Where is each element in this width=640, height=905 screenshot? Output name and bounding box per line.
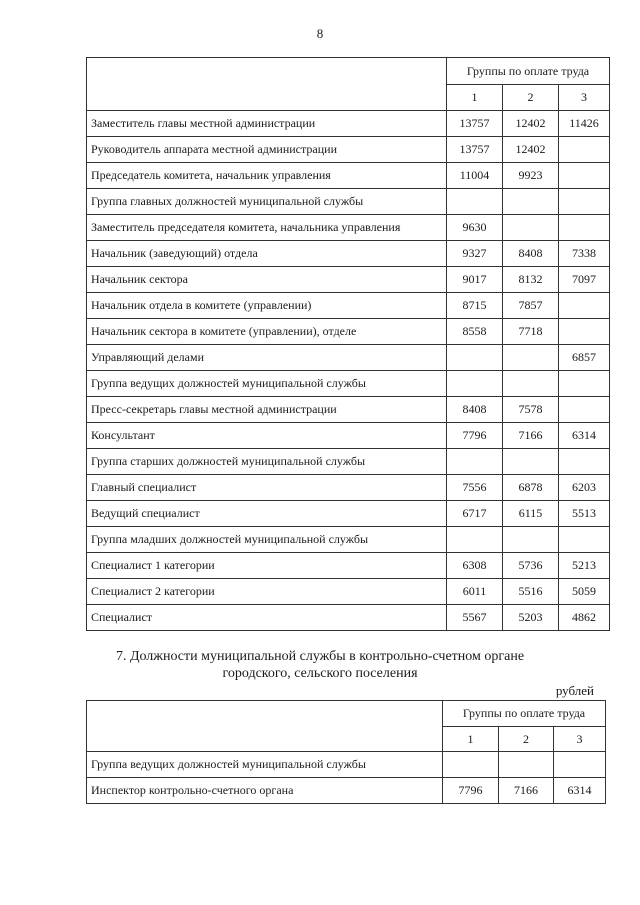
group-3-salary [559,527,610,553]
group-3-salary: 7097 [559,267,610,293]
table-row [87,293,610,319]
group-1-salary: 7556 [447,475,503,501]
group-1-salary [447,345,503,371]
position-name: Специалист [87,605,447,631]
group-3-salary [559,397,610,423]
group-3-salary: 6314 [559,423,610,449]
table-row [87,605,610,631]
group-1-salary: 6717 [447,501,503,527]
group-2-salary [503,345,559,371]
position-name: Группа младших должностей муниципальной службы [87,527,447,553]
group-3-salary: 5513 [559,501,610,527]
group-2-salary: 7578 [503,397,559,423]
group-3-salary: 6203 [559,475,610,501]
group-2-header: 2 [499,727,554,752]
position-name: Пресс-секретарь главы местной администрации [87,397,447,423]
position-name: Консультант [87,423,447,449]
group-3-salary: 7338 [559,241,610,267]
group-2-salary: 5203 [503,605,559,631]
table-row [87,579,610,605]
group-1-salary [443,752,499,778]
group-1-salary [447,527,503,553]
group-1-salary: 13757 [447,111,503,137]
group-1-salary [447,371,503,397]
group-2-salary [503,215,559,241]
position-header-cell [87,58,447,111]
position-header-cell [87,701,443,752]
table-row [87,449,610,475]
group-3-salary [559,137,610,163]
position-name: Специалист 2 категории [87,579,447,605]
table-row [87,397,610,423]
group-2-salary: 7166 [499,778,554,804]
groups-header: Группы по оплате труда [443,701,606,727]
position-name: Начальник сектора [87,267,447,293]
table-row [87,267,610,293]
position-name: Начальник отдела в комитете (управлении) [87,293,447,319]
group-1-header: 1 [447,85,503,111]
group-3-salary: 6314 [554,778,606,804]
group-1-salary: 6308 [447,553,503,579]
position-name: Заместитель председателя комитета, начальника управления [87,215,447,241]
group-3-salary: 5059 [559,579,610,605]
group-3-salary: 4862 [559,605,610,631]
group-2-salary: 12402 [503,111,559,137]
group-3-salary [559,319,610,345]
table-row [87,241,610,267]
section-title-line-1: 7. Должности муниципальной службы в контрольно-счетном органе [115,649,525,664]
group-2-salary [503,527,559,553]
group-2-salary: 5516 [503,579,559,605]
group-1-salary: 13757 [447,137,503,163]
group-2-salary: 5736 [503,553,559,579]
group-2-salary: 9923 [503,163,559,189]
section-title-line-2: городского, сельского поселения [222,666,418,681]
group-2-header: 2 [503,85,559,111]
position-name: Группа ведущих должностей муниципальной службы [87,371,447,397]
group-1-salary: 8408 [447,397,503,423]
page-number: 8 [316,26,324,41]
table-row [87,553,610,579]
group-2-salary: 8132 [503,267,559,293]
table-row [87,475,610,501]
position-name: Инспектор контрольно-счетного органа [87,778,443,804]
salary-table-main [86,57,610,631]
currency-units: рублей [555,683,594,698]
section-7-title [0,648,640,682]
group-2-salary: 7857 [503,293,559,319]
table-row [87,189,610,215]
group-1-header: 1 [443,727,499,752]
position-name: Ведущий специалист [87,501,447,527]
table-header-row [87,58,610,85]
group-2-salary [499,752,554,778]
group-1-salary: 7796 [443,778,499,804]
group-1-salary: 11004 [447,163,503,189]
group-1-salary: 8558 [447,319,503,345]
group-3-salary [559,163,610,189]
group-2-salary: 12402 [503,137,559,163]
group-2-salary: 6878 [503,475,559,501]
group-3-salary: 11426 [559,111,610,137]
group-2-salary [503,449,559,475]
group-1-salary: 5567 [447,605,503,631]
group-1-salary: 9327 [447,241,503,267]
group-3-salary [559,215,610,241]
group-2-salary: 8408 [503,241,559,267]
group-3-salary [559,449,610,475]
position-name: Председатель комитета, начальник управления [87,163,447,189]
table-row [87,423,610,449]
table-row [87,778,606,804]
table-row [87,215,610,241]
group-3-header: 3 [559,85,610,111]
position-name: Начальник сектора в комитете (управлении), отделе [87,319,447,345]
table-row [87,345,610,371]
groups-header: Группы по оплате труда [447,58,610,85]
group-3-salary: 6857 [559,345,610,371]
group-2-salary: 7166 [503,423,559,449]
position-name: Руководитель аппарата местной администрации [87,137,447,163]
position-name: Группа старших должностей муниципальной службы [87,449,447,475]
group-2-salary: 6115 [503,501,559,527]
group-1-salary: 9017 [447,267,503,293]
position-name: Главный специалист [87,475,447,501]
position-name: Группа главных должностей муниципальной службы [87,189,447,215]
group-1-salary [447,189,503,215]
group-1-salary [447,449,503,475]
position-name: Специалист 1 категории [87,553,447,579]
table-header-row [87,701,606,727]
group-3-salary [554,752,606,778]
table-row [87,319,610,345]
table-row [87,371,610,397]
position-name: Заместитель главы местной администрации [87,111,447,137]
table-row [87,527,610,553]
group-3-salary [559,371,610,397]
group-2-salary [503,189,559,215]
position-name: Начальник (заведующий) отдела [87,241,447,267]
position-name: Группа ведущих должностей муниципальной службы [87,752,443,778]
salary-table-control-body [86,700,606,804]
group-3-salary [559,189,610,215]
table-row [87,137,610,163]
group-1-salary: 7796 [447,423,503,449]
group-3-salary: 5213 [559,553,610,579]
group-1-salary: 9630 [447,215,503,241]
group-2-salary: 7718 [503,319,559,345]
group-3-salary [559,293,610,319]
table-row [87,752,606,778]
group-1-salary: 8715 [447,293,503,319]
table-row [87,111,610,137]
group-2-salary [503,371,559,397]
position-name: Управляющий делами [87,345,447,371]
table-row [87,501,610,527]
group-3-header: 3 [554,727,606,752]
table-row [87,163,610,189]
group-1-salary: 6011 [447,579,503,605]
